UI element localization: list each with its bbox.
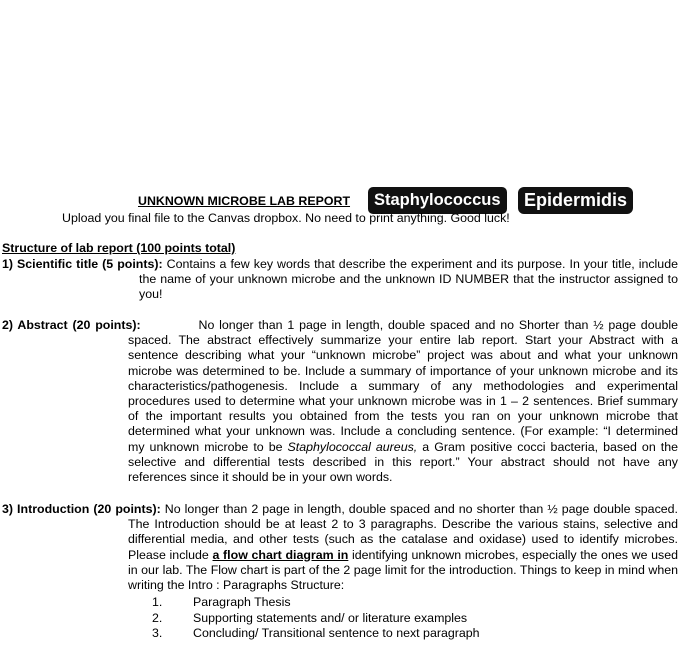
- section-scientific-title: [2, 257, 678, 303]
- list-item: 3. Concluding/ Transitional sentence to next paragraph: [152, 626, 480, 640]
- section-text: No longer than 1 page in length, double spaced and no Shorter than ½ page double spaced. The abstract effectively summarize your entire lab report. Start your Abstract with a sentence describing what your “unknown microbe” project was about and what your unknown microbe was determined to be. Include a summary of importance of your unknown microbe and its characteristics/pathogenesis. Include a summary of any methodologies and experimental procedures used to determine what your unknown microbe was in 1 – 2 sentences. Brief summary of the important results you obtained from the tests you ran on your unknown microbe that determined what your unknown was. Include a concluding sentence. (For example: “I determined my unknown microbe to be: [128, 318, 679, 454]
- section-text-cont: identifying unknown microbes, especially the ones we used in our lab. The Flow chart is part of the 2 page limit for the introduction. Things to keep in mind when writing the Intro : Paragraphs Structure:: [128, 547, 679, 593]
- list-item: 2. Supporting statements and/ or literature examples: [152, 610, 468, 625]
- structure-heading: Structure of lab report (100 points total): [2, 241, 236, 255]
- section-text: No longer than 2 page in length, double spaced and no shorter than ½ page double spaced. The Introduction should be at least 2 to 3 paragraphs. Describe the various stains, selective and differential media, and other tests (such as the catalase and oxidase) used to identify microbes. Please include: [128, 502, 678, 562]
- example-species: Staphylococcal aureus,: [287, 439, 418, 454]
- section-label: 3) Introduction (20 points):: [2, 502, 161, 516]
- section-introduction: [2, 502, 678, 593]
- genus-tag: Staphylococcus: [368, 187, 507, 214]
- section-label: 2) Abstract (20 points):: [2, 318, 141, 332]
- document-title: UNKNOWN MICROBE LAB REPORT: [138, 194, 351, 208]
- section-text: Contains a few key words that describe the experiment and its purpose. In your title, include the name of your unknown microbe and the unknown ID NUMBER that the instructor assigned to you!: [139, 257, 678, 302]
- upload-instruction: Upload you final file to the Canvas dropbox. No need to print anything. Good luck!: [62, 211, 510, 225]
- flow-chart-link: a flow chart diagram in: [212, 547, 349, 562]
- section-text-cont: a Gram positive cocci bacteria, based on the selective and differential tests described in this report.” Your abstract should not have any references since it should be in your own words.: [128, 439, 678, 485]
- section-abstract: [2, 318, 678, 485]
- species-tag: Epidermidis: [518, 187, 633, 214]
- list-item: 1. Paragraph Thesis: [152, 595, 291, 609]
- paragraph-structure-list: [152, 595, 480, 642]
- section-label: 1) Scientific title (5 points):: [2, 257, 163, 271]
- blank-top-area: [0, 0, 700, 150]
